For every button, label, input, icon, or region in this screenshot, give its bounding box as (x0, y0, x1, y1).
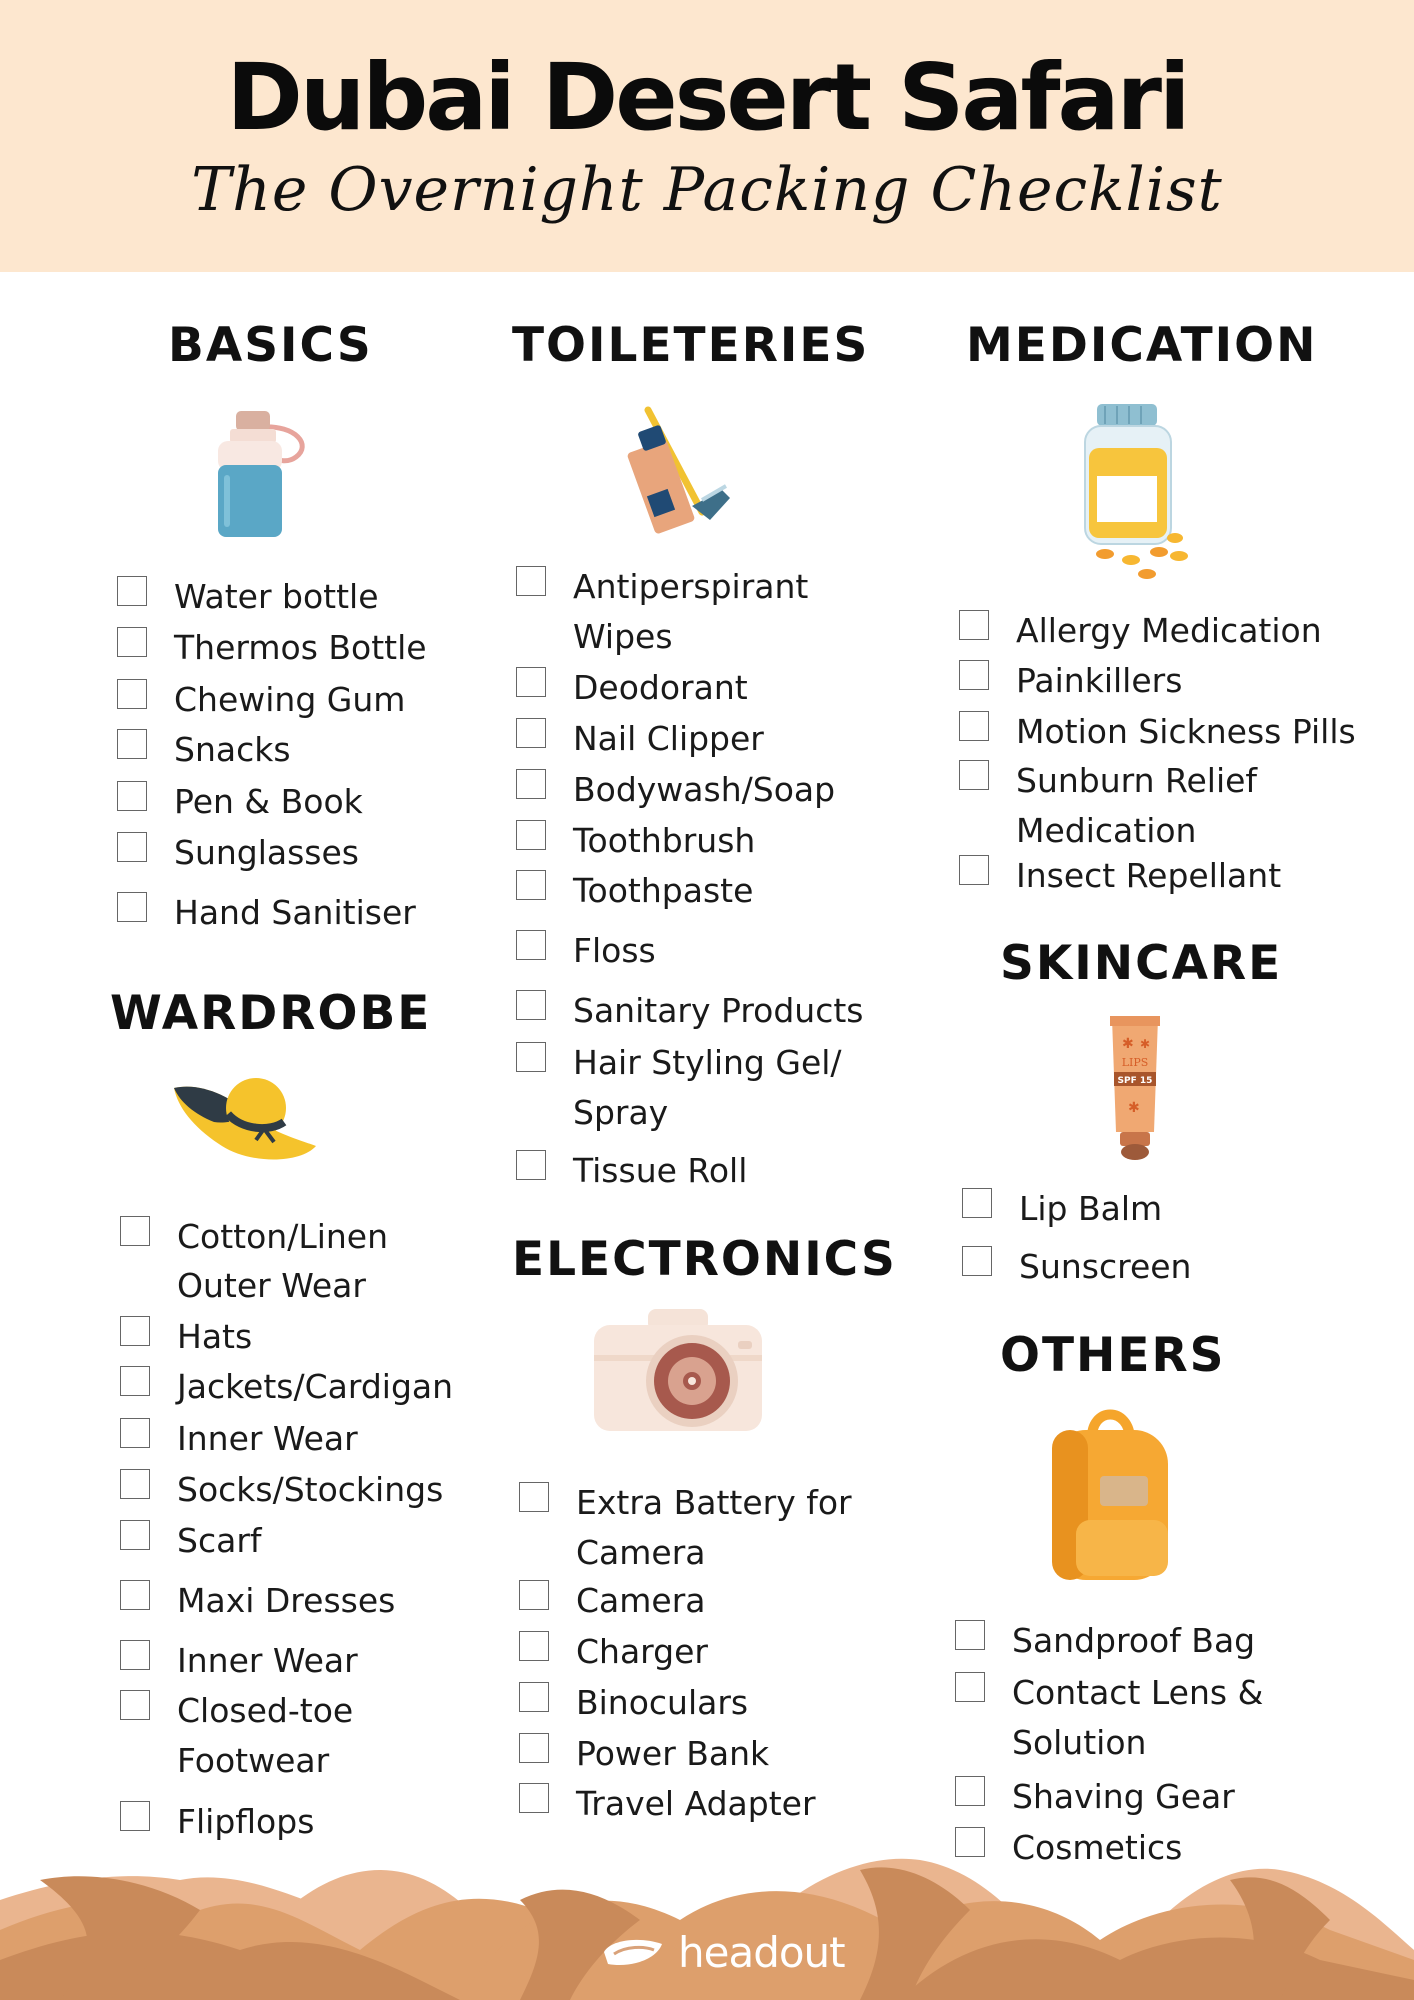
section-title-skincare: SKINCARE (1000, 936, 1283, 991)
wardrobe-item-label: Closed-toe (177, 1691, 354, 1730)
section-title-medication: MEDICATION (966, 318, 1318, 373)
svg-text:✱: ✱ (1140, 1037, 1151, 1051)
lip-balm-tube-icon (1100, 1012, 1170, 1162)
skincare-item-label: Lip Balm (1019, 1189, 1163, 1228)
basics-item-label: Water bottle (174, 577, 379, 616)
basics-checkbox[interactable] (117, 832, 147, 862)
section-title-toiletries: TOILETERIES (512, 318, 870, 373)
electronics-item-label: Extra Battery for (576, 1483, 852, 1522)
electronics-item-label: Charger (576, 1632, 708, 1671)
toiletries-item-label: Bodywash/Soap (573, 770, 836, 809)
wardrobe-item-label: Cotton/Linen (177, 1217, 389, 1256)
wardrobe-checkbox[interactable] (120, 1580, 150, 1610)
others-checkbox[interactable] (955, 1672, 985, 1702)
toiletries-item-label: Hair Styling Gel/ (573, 1043, 842, 1082)
brand-name: headout (678, 1927, 845, 1977)
wardrobe-item-label: Footwear (177, 1741, 330, 1780)
others-checkbox[interactable] (955, 1776, 985, 1806)
electronics-item-label: Camera (576, 1581, 706, 1620)
page-title: Dubai Desert Safari (226, 44, 1188, 151)
wardrobe-item-label: Socks/Stockings (177, 1470, 444, 1509)
section-title-basics: BASICS (168, 318, 373, 373)
wardrobe-item-label: Maxi Dresses (177, 1581, 396, 1620)
electronics-item-label: Binoculars (576, 1683, 749, 1722)
toiletries-item-label: Floss (573, 931, 656, 970)
electronics-checkbox[interactable] (519, 1580, 549, 1610)
wardrobe-item-label: Flipflops (177, 1802, 315, 1841)
tube-text-lips: LIPS (1121, 1056, 1149, 1069)
water-bottle-icon (200, 405, 315, 540)
toiletries-item-label: Wipes (573, 617, 673, 656)
skincare-checkbox[interactable] (962, 1188, 992, 1218)
basics-checkbox[interactable] (117, 729, 147, 759)
wardrobe-checkbox[interactable] (120, 1216, 150, 1246)
electronics-checkbox[interactable] (519, 1682, 549, 1712)
toiletries-checkbox[interactable] (516, 1042, 546, 1072)
skincare-checkbox[interactable] (962, 1246, 992, 1276)
toiletries-checkbox[interactable] (516, 769, 546, 799)
medication-checkbox[interactable] (959, 711, 989, 741)
basics-checkbox[interactable] (117, 781, 147, 811)
wardrobe-item-label: Inner Wear (177, 1641, 358, 1680)
electronics-item-label: Camera (576, 1533, 706, 1572)
toiletries-checkbox[interactable] (516, 566, 546, 596)
skincare-item-label: Sunscreen (1019, 1247, 1192, 1286)
medication-checkbox[interactable] (959, 760, 989, 790)
wardrobe-checkbox[interactable] (120, 1418, 150, 1448)
wardrobe-checkbox[interactable] (120, 1640, 150, 1670)
others-item-label: Sandproof Bag (1012, 1621, 1256, 1660)
toiletries-checkbox[interactable] (516, 870, 546, 900)
tube-text-spf: SPF 15 (1117, 1076, 1153, 1086)
pill-bottle-icon (1075, 398, 1205, 588)
toiletries-checkbox[interactable] (516, 667, 546, 697)
toothbrush-toothpaste-icon (610, 402, 735, 542)
wardrobe-checkbox[interactable] (120, 1801, 150, 1831)
basics-item-label: Hand Sanitiser (174, 893, 416, 932)
wardrobe-item-label: Scarf (177, 1521, 262, 1560)
electronics-checkbox[interactable] (519, 1733, 549, 1763)
toiletries-checkbox[interactable] (516, 990, 546, 1020)
page-subtitle: The Overnight Packing Checklist (191, 155, 1223, 225)
basics-item-label: Sunglasses (174, 833, 359, 872)
wardrobe-item-label: Outer Wear (177, 1266, 366, 1305)
toiletries-item-label: Nail Clipper (573, 719, 764, 758)
others-item-label: Solution (1012, 1723, 1147, 1762)
section-title-others: OTHERS (1000, 1328, 1226, 1383)
toiletries-item-label: Toothbrush (573, 821, 756, 860)
svg-text:✱: ✱ (1122, 1035, 1134, 1051)
electronics-checkbox[interactable] (519, 1631, 549, 1661)
medication-item-label: Sunburn Relief (1016, 761, 1258, 800)
toiletries-item-label: Antiperspirant (573, 567, 809, 606)
electronics-checkbox[interactable] (519, 1783, 549, 1813)
basics-checkbox[interactable] (117, 679, 147, 709)
section-title-electronics: ELECTRONICS (512, 1232, 897, 1287)
toiletries-item-label: Spray (573, 1093, 669, 1132)
basics-checkbox[interactable] (117, 892, 147, 922)
camera-icon (588, 1305, 768, 1435)
backpack-icon (1040, 1400, 1185, 1585)
medication-checkbox[interactable] (959, 660, 989, 690)
basics-item-label: Thermos Bottle (174, 628, 427, 667)
others-item-label: Contact Lens & (1012, 1673, 1264, 1712)
wardrobe-checkbox[interactable] (120, 1520, 150, 1550)
medication-checkbox[interactable] (959, 610, 989, 640)
medication-item-label: Motion Sickness Pills (1016, 712, 1356, 751)
wardrobe-checkbox[interactable] (120, 1469, 150, 1499)
toiletries-item-label: Tissue Roll (573, 1151, 748, 1190)
wardrobe-item-label: Jackets/Cardigan (177, 1367, 454, 1406)
others-item-label: Cosmetics (1012, 1828, 1183, 1867)
medication-item-label: Medication (1016, 811, 1197, 850)
toiletries-item-label: Sanitary Products (573, 991, 864, 1030)
basics-item-label: Pen & Book (174, 782, 363, 821)
others-item-label: Shaving Gear (1012, 1777, 1235, 1816)
toiletries-item-label: Toothpaste (573, 871, 754, 910)
wardrobe-checkbox[interactable] (120, 1690, 150, 1720)
medication-item-label: Painkillers (1016, 661, 1183, 700)
others-checkbox[interactable] (955, 1620, 985, 1650)
basics-item-label: Chewing Gum (174, 680, 406, 719)
electronics-checkbox[interactable] (519, 1482, 549, 1512)
headout-logo-icon (600, 1934, 668, 1970)
toiletries-checkbox[interactable] (516, 820, 546, 850)
wardrobe-checkbox[interactable] (120, 1366, 150, 1396)
medication-item-label: Allergy Medication (1016, 611, 1322, 650)
svg-text:✱: ✱ (1128, 1099, 1140, 1115)
electronics-item-label: Power Bank (576, 1734, 770, 1773)
basics-item-label: Snacks (174, 730, 291, 769)
medication-checkbox[interactable] (959, 855, 989, 885)
electronics-item-label: Travel Adapter (576, 1784, 816, 1823)
toiletries-checkbox[interactable] (516, 1150, 546, 1180)
sun-hat-icon (170, 1068, 320, 1168)
header-banner (0, 0, 1414, 272)
toiletries-item-label: Deodorant (573, 668, 748, 707)
section-title-wardrobe: WARDROBE (110, 986, 432, 1041)
wardrobe-item-label: Hats (177, 1317, 253, 1356)
wardrobe-item-label: Inner Wear (177, 1419, 358, 1458)
basics-checkbox[interactable] (117, 627, 147, 657)
toiletries-checkbox[interactable] (516, 930, 546, 960)
brand-logo (600, 1922, 845, 1982)
toiletries-checkbox[interactable] (516, 718, 546, 748)
medication-item-label: Insect Repellant (1016, 856, 1282, 895)
basics-checkbox[interactable] (117, 576, 147, 606)
wardrobe-checkbox[interactable] (120, 1316, 150, 1346)
